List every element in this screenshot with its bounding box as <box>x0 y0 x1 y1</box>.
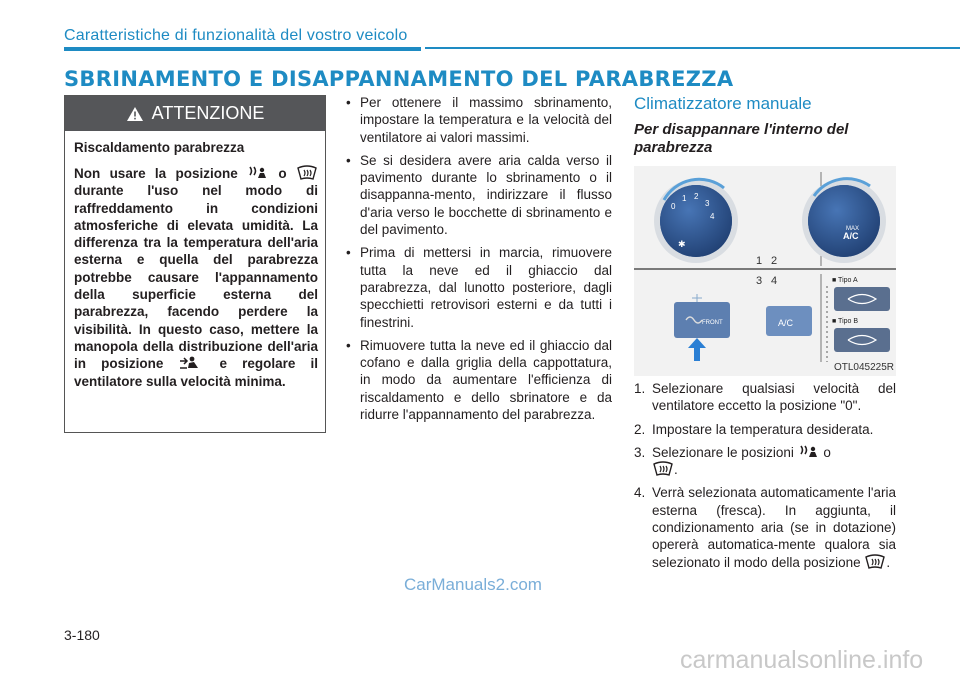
step-text: Impostare la temperatura desiderata. <box>652 421 874 437</box>
warning-triangle-icon <box>126 106 144 122</box>
dial-label: 4 <box>710 212 715 221</box>
type-a-label: ■ Tipo A <box>832 277 858 284</box>
dial-label: 0 <box>671 202 676 211</box>
step-number: 3. <box>634 444 646 460</box>
fan-speed-dial <box>654 179 738 263</box>
windshield-defrost-icon <box>652 461 674 477</box>
step-number: 1. <box>634 381 646 396</box>
figure-code: OTL045225R <box>833 362 894 373</box>
callout-number: 4 <box>771 275 778 287</box>
page-heading: SBRINAMENTO E DISAPPANNAMENTO DEL PARABREZZA <box>64 67 734 91</box>
bullet-list <box>344 94 612 429</box>
list-item <box>634 380 896 415</box>
type-b-label: ■ Tipo B <box>832 318 859 325</box>
dial-label: 1 <box>682 194 687 203</box>
warning-box <box>64 95 326 433</box>
warning-text-part: durante l'uso nel modo di raffreddamento in condizioni atmosferiche di elevata umidità. La differenza tra la temperatura dell'aria esterna e quella del parabrezza potrebbe causare l'appannamento della superficie esterna del parabrezza, facendo perdere la visibilità. In questo caso, mettere la manopola della distribuzione dell'aria in posizione <box>74 183 318 372</box>
callout-number: 2 <box>771 255 778 267</box>
defrost-floor-mode-icon <box>798 444 820 460</box>
dial-label: A/C <box>843 231 859 241</box>
dial-label: MAX <box>846 226 860 232</box>
dial-label: 2 <box>694 192 699 201</box>
warning-subtitle: Riscaldamento parabrezza <box>74 140 245 155</box>
button-label: A/C <box>778 318 794 328</box>
numbered-steps <box>634 380 896 577</box>
warning-text-part: Non usare la posizione <box>74 166 238 181</box>
defrost-floor-mode-icon <box>247 165 269 181</box>
section-subheading: Climatizzatore manuale <box>634 94 812 113</box>
step-text: Selezionare qualsiasi velocità del ventilatore eccetto la posizione "0". <box>652 381 896 414</box>
svg-text:✱: ✱ <box>678 239 686 249</box>
step-text: Selezionare le posizioni <box>652 444 794 460</box>
callout-number: 3 <box>756 275 763 287</box>
list-item: • Prima di mettersi in marcia, rimuovere tutta la neve ed il ghiaccio dal parabrezza, dal lunotto posteriore, dagli specchietti retrovisori esterni e da tutti i finestrini. <box>344 244 612 330</box>
temperature-dial <box>802 179 886 263</box>
recirc-button-type-a <box>834 287 890 311</box>
list-item <box>634 421 896 438</box>
step-text: . <box>886 554 891 570</box>
recirc-button-type-b <box>834 328 890 352</box>
step-text: . <box>674 462 678 478</box>
list-item: • Rimuovere tutta la neve ed il ghiaccio dal cofano e dalla griglia della cappottatura, in modo da aumentare l'efficienza di riscaldamento e dello sbrinatore e da ridurre l'appannamento del parabrezza. <box>344 337 612 423</box>
header-rule-thin <box>425 47 960 49</box>
section-title: Caratteristiche di funzionalità del vostro veicolo <box>64 27 408 44</box>
warning-text <box>74 165 318 390</box>
dial-label: 3 <box>705 199 710 208</box>
warning-title: ATTENZIONE <box>151 103 265 123</box>
list-item: • Se si desidera avere aria calda verso il pavimento durante lo sbrinamento o il disappanna-mento, indirizzare il flusso d'aria verso le bocchette di sbrinamento e del pavimento. <box>344 152 612 238</box>
warning-text-part: e regolare il ventilatore sulla velocità minima. <box>74 356 318 389</box>
bottom-watermark: carmanualsonline.info <box>680 646 924 674</box>
section-subsubheading: Per disappannare l'interno del parabrezza <box>634 121 849 156</box>
windshield-defrost-icon <box>296 165 318 181</box>
face-floor-mode-icon <box>178 355 204 371</box>
callout-number: 1 <box>756 255 763 267</box>
climate-control-illustration <box>634 166 896 376</box>
list-item: • Per ottenere il massimo sbrinamento, impostare la temperatura e la velocità del ventilatore ai valori massimi. <box>344 94 612 146</box>
header-rule-thick <box>64 47 421 51</box>
step-number: 4. <box>634 485 646 501</box>
step-text: Verrà selezionata automaticamente l'aria esterna (fresca). In aggiunta, il condizionamento aria (se in dotazione) opererà automatica-mente qualora sia selezionato il modo della posizione <box>652 485 896 570</box>
step-text: o <box>823 444 831 460</box>
list-item <box>634 444 896 479</box>
ac-button <box>766 306 812 336</box>
step-number: 2. <box>634 421 646 437</box>
list-item <box>634 484 896 570</box>
watermark-link[interactable]: CarManuals2.com <box>404 575 542 594</box>
button-label: FRONT <box>702 320 723 326</box>
warning-header <box>65 96 325 131</box>
page-number: 3-180 <box>64 627 100 643</box>
windshield-defrost-icon <box>864 554 886 570</box>
climate-control-figure <box>634 166 896 376</box>
warning-text-part: o <box>278 166 287 181</box>
